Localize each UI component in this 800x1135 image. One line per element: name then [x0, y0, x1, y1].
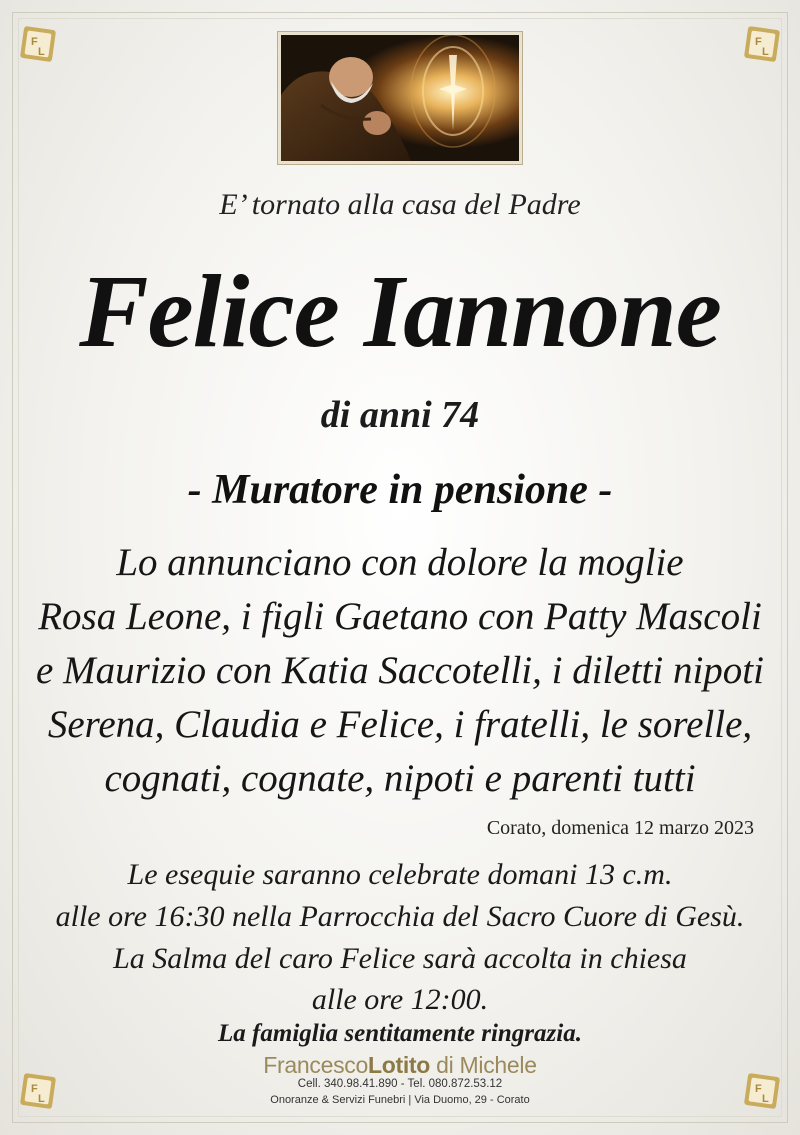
agency-name-last: Lotito	[367, 1052, 431, 1078]
agency-address: Onoranze & Servizi Funebri | Via Duomo, 29 - Corato	[270, 1094, 530, 1106]
announcement-line: e Maurizio con Katia Saccotelli, i diletti nipoti	[36, 649, 764, 692]
funeral-line: alle ore 12:00.	[311, 983, 489, 1016]
occupation-text: - Muratore in pensione -	[187, 467, 613, 513]
thanks-text: La famiglia sentitamente ringrazia.	[218, 1020, 582, 1047]
announcement-line: Lo annunciano con dolore la moglie	[116, 541, 684, 584]
svg-text:L: L	[762, 46, 769, 58]
funeral-line: Le esequie saranno celebrate domani 13 c.m.	[127, 858, 673, 891]
age-text: di anni 74	[320, 394, 480, 436]
svg-text:L: L	[38, 46, 45, 58]
funeral-line: alle ore 16:30 nella Parrocchia del Sacro Cuore di Gesù.	[55, 900, 745, 933]
intro-text: E’ tornato alla casa del Padre	[219, 188, 581, 221]
svg-text:F: F	[755, 1083, 762, 1095]
svg-text:F: F	[755, 36, 762, 48]
announcement-line: Serena, Claudia e Felice, i fratelli, le sorelle,	[47, 703, 753, 746]
agency-name-suffix: di Michele	[430, 1052, 537, 1078]
svg-text:F: F	[31, 1083, 38, 1095]
svg-text:F: F	[31, 36, 38, 48]
announcement-line: cognati, cognate, nipoti e parenti tutti	[104, 757, 696, 800]
svg-text:L: L	[38, 1093, 45, 1105]
agency-contacts: Cell. 340.98.41.890 - Tel. 080.872.53.12	[297, 1078, 503, 1090]
announcement-line: Rosa Leone, i figli Gaetano con Patty Mascoli	[38, 595, 762, 638]
fl-monogram-icon	[742, 24, 782, 64]
svg-text:L: L	[762, 1093, 769, 1105]
agency-name	[0, 1052, 800, 1079]
agency-name-first: Francesco	[263, 1052, 368, 1078]
fl-monogram-icon	[18, 24, 58, 64]
place-date: Corato, domenica 12 marzo 2023	[486, 817, 754, 839]
praying-saint-photo	[278, 32, 522, 164]
funeral-line: La Salma del caro Felice sarà accolta in chiesa	[113, 942, 687, 975]
deceased-name: Felice Iannone	[79, 254, 721, 369]
